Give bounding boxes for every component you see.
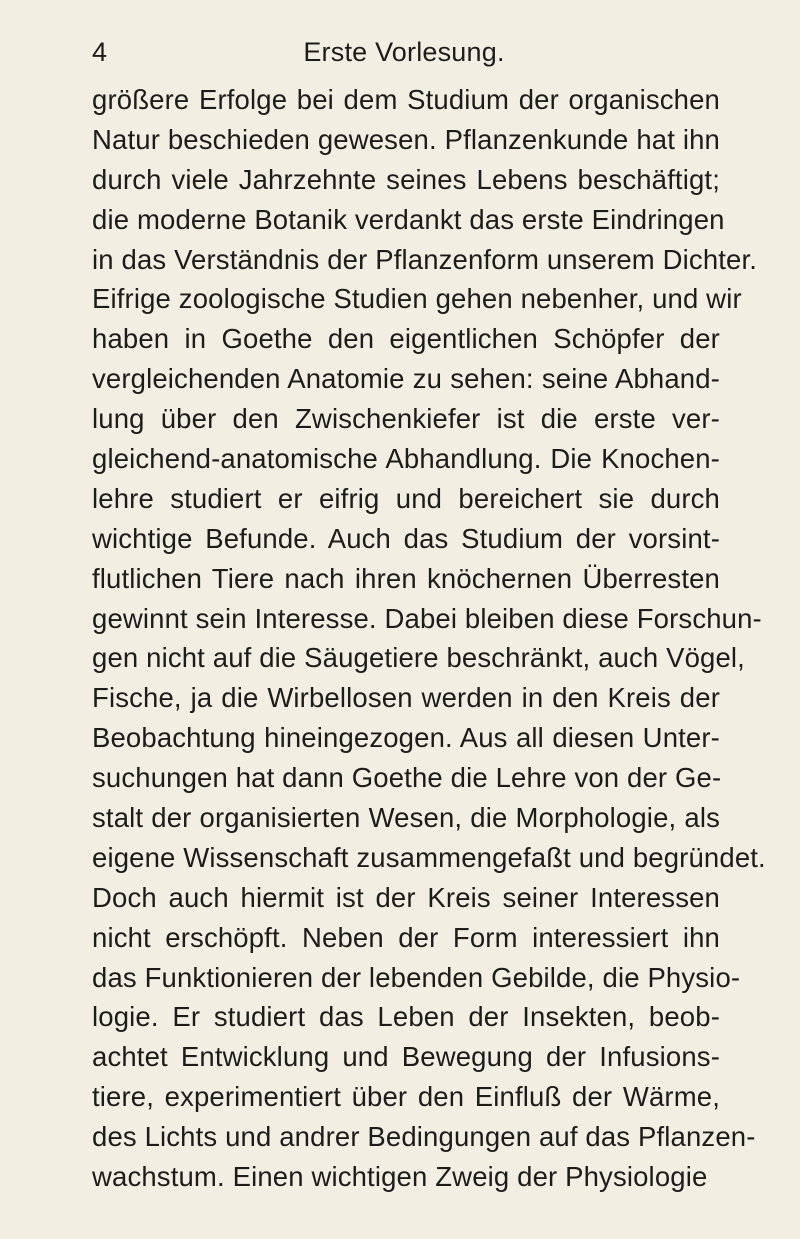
text-line: gewinnt sein Interesse. Dabei bleiben diese Forschun- bbox=[92, 602, 762, 634]
text-line: logie. Er studiert das Leben der Insekten, beob- bbox=[92, 1001, 720, 1033]
text-line: Beobachtung hineingezogen. Aus all diesen Unter- bbox=[92, 722, 720, 754]
text-line: Natur beschieden gewesen. Pflanzenkunde hat ihn bbox=[92, 123, 720, 155]
text-line: stalt der organisierten Wesen, die Morphologie, als bbox=[92, 802, 720, 834]
text-line: lung über den Zwischenkiefer ist die erste ver- bbox=[92, 403, 720, 435]
text-line: gleichend-anatomische Abhandlung. Die Knochen- bbox=[92, 443, 720, 475]
text-line: wichtige Befunde. Auch das Studium der vorsint- bbox=[92, 522, 720, 554]
page-header bbox=[92, 34, 716, 70]
text-line: tiere, experimentiert über den Einfluß der Wärme, bbox=[92, 1081, 720, 1113]
text-line: durch viele Jahrzehnte seines Lebens beschäftigt; bbox=[92, 163, 720, 195]
text-line: flutlichen Tiere nach ihren knöchernen Überresten bbox=[92, 562, 720, 594]
text-line: achtet Entwicklung und Bewegung der Infusions- bbox=[92, 1041, 720, 1073]
running-title: Erste Vorlesung. bbox=[303, 37, 505, 67]
body-text bbox=[92, 80, 766, 1197]
text-line: Doch auch hiermit ist der Kreis seiner Interessen bbox=[92, 881, 720, 913]
text-line: gen nicht auf die Säugetiere beschränkt, auch Vögel, bbox=[92, 642, 745, 674]
text-line: die moderne Botanik verdankt das erste Eindringen bbox=[92, 203, 725, 235]
text-line: nicht erschöpft. Neben der Form interessiert ihn bbox=[92, 921, 720, 953]
text-line: Fische, ja die Wirbellosen werden in den Kreis der bbox=[92, 682, 720, 714]
page-number: 4 bbox=[92, 37, 108, 67]
text-line: vergleichenden Anatomie zu sehen: seine Abhand- bbox=[92, 363, 720, 395]
text-line: eigene Wissenschaft zusammengefaßt und begründet. bbox=[92, 841, 766, 873]
text-line: größere Erfolge bei dem Studium der organischen bbox=[92, 84, 720, 115]
text-line: lehre studiert er eifrig und bereichert sie durch bbox=[92, 482, 720, 514]
text-line: Eifrige zoologische Studien gehen nebenher, und wir bbox=[92, 283, 742, 315]
text-line: das Funktionieren der lebenden Gebilde, die Physio- bbox=[92, 961, 741, 993]
text-line: suchungen hat dann Goethe die Lehre von der Ge- bbox=[92, 762, 722, 794]
text-line: haben in Goethe den eigentlichen Schöpfer der bbox=[92, 323, 720, 355]
text-line: wachstum. Einen wichtigen Zweig der Physiologie bbox=[92, 1161, 708, 1193]
text-line: des Lichts und andrer Bedingungen auf das Pflanzen- bbox=[92, 1121, 756, 1153]
text-line: in das Verständnis der Pflanzenform unserem Dichter. bbox=[92, 243, 758, 275]
